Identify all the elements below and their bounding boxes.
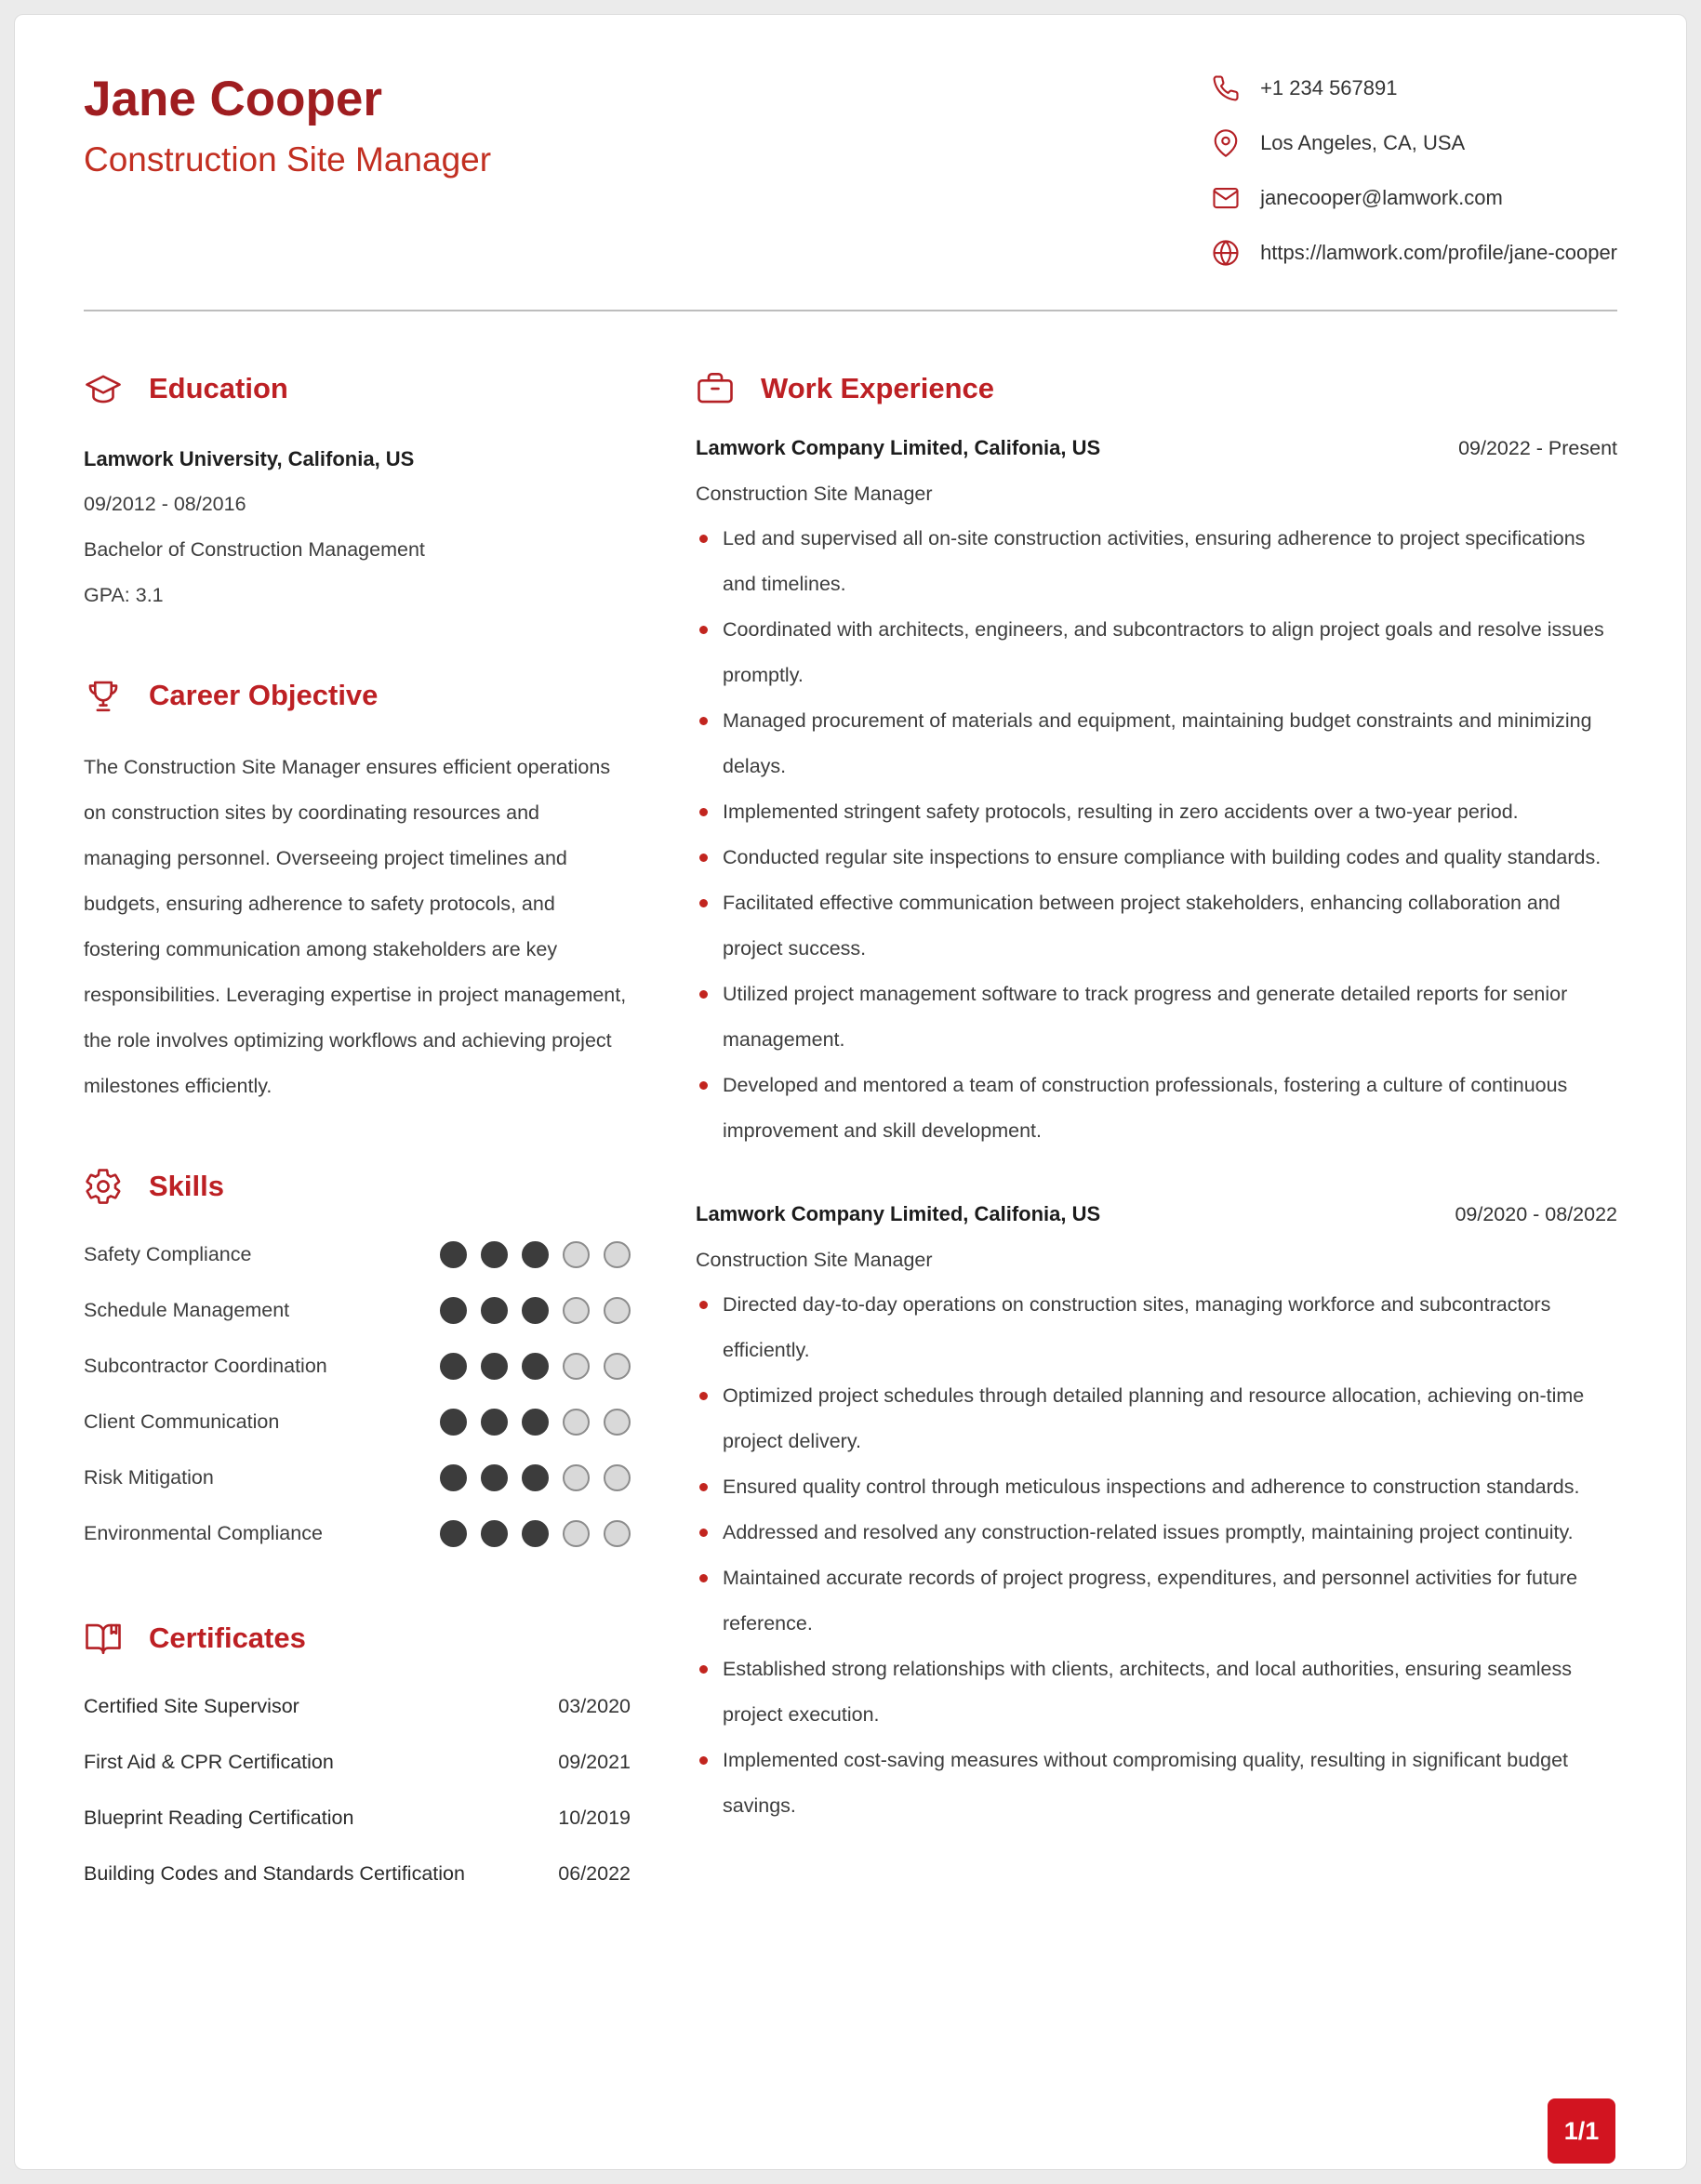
page-number-badge: 1/1: [1548, 2098, 1615, 2164]
skill-level-dots: [440, 1409, 631, 1436]
job-entry: [696, 436, 1617, 1154]
education-degree: Bachelor of Construction Management: [84, 538, 425, 561]
work-experience-heading-row: [696, 369, 1617, 408]
skill-row: [84, 1226, 631, 1282]
job-dates: 09/2022 - Present: [1458, 437, 1617, 459]
school-name: Lamwork University, Califonia, US: [84, 447, 415, 470]
skills-heading: Skills: [149, 1170, 224, 1202]
job-bullet: Addressed and resolved any construction-related issues promptly, maintaining project continuity.: [696, 1510, 1617, 1555]
contact-website-row: [1212, 239, 1617, 267]
left-column: [84, 311, 631, 1901]
skill-dot-filled: [481, 1464, 508, 1491]
job-bullet: Implemented stringent safety protocols, resulting in zero accidents over a two-year period.: [696, 789, 1617, 835]
skill-dot-filled: [440, 1520, 467, 1547]
job-role: Construction Site Manager: [696, 483, 933, 505]
job-bullet: Optimized project schedules through detailed planning and resource allocation, achieving on-time project delivery.: [696, 1373, 1617, 1464]
skill-dot-filled: [522, 1520, 549, 1547]
job-bullet: Directed day-to-day operations on construction sites, managing workforce and subcontractors efficiently.: [696, 1282, 1617, 1373]
skill-dot-filled: [522, 1353, 549, 1380]
skill-name: Subcontractor Coordination: [84, 1354, 327, 1377]
skill-dot-empty: [563, 1409, 590, 1436]
skill-dot-filled: [522, 1409, 549, 1436]
skill-level-dots: [440, 1464, 631, 1491]
certificates-heading-row: [84, 1619, 631, 1658]
globe-icon: [1212, 239, 1240, 267]
skill-dot-filled: [481, 1409, 508, 1436]
briefcase-icon: [696, 369, 735, 408]
company-name: Lamwork Company Limited, Califonia, US: [696, 1202, 1101, 1225]
skill-dot-empty: [563, 1297, 590, 1324]
job-bullet-list: [696, 1282, 1617, 1829]
job-bullet: Utilized project management software to track progress and generate detailed reports for senior management.: [696, 972, 1617, 1063]
certificate-row: [84, 1678, 631, 1734]
skill-dot-empty: [604, 1409, 631, 1436]
skill-dot-filled: [440, 1409, 467, 1436]
skill-name: Client Communication: [84, 1410, 280, 1433]
gear-icon: [84, 1167, 123, 1206]
certificate-row: [84, 1790, 631, 1846]
skill-dot-filled: [481, 1520, 508, 1547]
contact-email-row: [1212, 184, 1617, 212]
education-section: [84, 369, 631, 618]
certificates-section: [84, 1619, 631, 1901]
certificate-name: Blueprint Reading Certification: [84, 1806, 354, 1829]
contact-location: Los Angeles, CA, USA: [1260, 131, 1466, 154]
career-objective-text: The Construction Site Manager ensures efficient operations on construction sites by coordinating resources and managing personnel. Overseeing project timelines and budgets, ensuring adherence to safety protocols, and fostering communication among stakeholders are key responsibilities. Leveraging expertise in project management, the role involves optimizing workflows and achieving project milestones efficiently.: [84, 756, 627, 1097]
work-experience-heading: Work Experience: [761, 372, 994, 404]
skills-list: [84, 1226, 631, 1561]
skills-section: [84, 1167, 631, 1561]
skill-row: [84, 1394, 631, 1449]
skill-row: [84, 1449, 631, 1505]
skill-level-dots: [440, 1297, 631, 1324]
person-job-title: Construction Site Manager: [84, 140, 492, 179]
resume-body: [84, 311, 1617, 1901]
education-heading: Education: [149, 372, 288, 404]
skill-level-dots: [440, 1241, 631, 1268]
skill-name: Risk Mitigation: [84, 1465, 214, 1489]
career-objective-heading-row: [84, 676, 631, 715]
certificate-row: [84, 1734, 631, 1790]
skill-dot-empty: [604, 1241, 631, 1268]
job-bullet: Led and supervised all on-site construction activities, ensuring adherence to project specifications and timelines.: [696, 516, 1617, 607]
certificate-date: 10/2019: [558, 1806, 631, 1829]
skill-dot-filled: [440, 1353, 467, 1380]
resume-header: [84, 73, 1617, 267]
skill-dot-filled: [522, 1241, 549, 1268]
skill-row: [84, 1282, 631, 1338]
person-name: Jane Cooper: [84, 72, 383, 126]
phone-icon: [1212, 74, 1240, 102]
email-icon: [1212, 184, 1240, 212]
skill-dot-empty: [563, 1353, 590, 1380]
contact-location-row: [1212, 129, 1617, 157]
skills-heading-row: [84, 1167, 631, 1206]
job-bullet: Managed procurement of materials and equipment, maintaining budget constraints and minimizing delays.: [696, 698, 1617, 789]
skill-dot-filled: [522, 1464, 549, 1491]
location-icon: [1212, 129, 1240, 157]
skill-dot-empty: [563, 1520, 590, 1547]
company-name: Lamwork Company Limited, Califonia, US: [696, 436, 1101, 459]
skill-dot-empty: [604, 1464, 631, 1491]
job-bullet: Developed and mentored a team of construction professionals, fostering a culture of continuous improvement and skill development.: [696, 1063, 1617, 1154]
certificate-date: 09/2021: [558, 1750, 631, 1773]
skill-dot-filled: [440, 1241, 467, 1268]
certificates-heading: Certificates: [149, 1621, 306, 1654]
education-heading-row: [84, 369, 631, 408]
skill-dot-filled: [481, 1241, 508, 1268]
contact-phone: +1 234 567891: [1260, 76, 1398, 99]
certificate-date: 06/2022: [558, 1861, 631, 1885]
job-bullet: Conducted regular site inspections to ensure compliance with building codes and quality standards.: [696, 835, 1617, 880]
certificate-name: First Aid & CPR Certification: [84, 1750, 334, 1773]
education-entry: [84, 436, 631, 618]
contact-website: https://lamwork.com/profile/jane-cooper: [1260, 241, 1617, 264]
job-bullet: Ensured quality control through meticulous inspections and adherence to construction standards.: [696, 1464, 1617, 1510]
skill-dot-empty: [563, 1241, 590, 1268]
contact-phone-row: [1212, 74, 1617, 102]
job-bullet: Established strong relationships with clients, architects, and local authorities, ensuring seamless project execution.: [696, 1647, 1617, 1738]
job-header: [696, 436, 1617, 460]
graduation-cap-icon: [84, 369, 123, 408]
skill-level-dots: [440, 1353, 631, 1380]
skill-dot-filled: [522, 1297, 549, 1324]
skill-dot-filled: [481, 1353, 508, 1380]
job-header: [696, 1202, 1617, 1226]
header-identity: [84, 73, 491, 179]
education-gpa: GPA: 3.1: [84, 584, 164, 606]
skill-dot-empty: [604, 1297, 631, 1324]
skill-dot-empty: [604, 1520, 631, 1547]
certificates-list: [84, 1678, 631, 1901]
skill-row: [84, 1338, 631, 1394]
skill-level-dots: [440, 1520, 631, 1547]
certificate-row: [84, 1846, 631, 1901]
contact-email: janecooper@lamwork.com: [1260, 186, 1503, 209]
certificate-name: Certified Site Supervisor: [84, 1694, 299, 1717]
skill-name: Environmental Compliance: [84, 1521, 323, 1544]
job-dates: 09/2020 - 08/2022: [1455, 1203, 1617, 1225]
certificate-date: 03/2020: [558, 1694, 631, 1717]
skill-dot-filled: [481, 1297, 508, 1324]
job-bullet: Facilitated effective communication between project stakeholders, enhancing collaboration and project success.: [696, 880, 1617, 972]
career-objective-heading: Career Objective: [149, 679, 379, 711]
job-bullet-list: [696, 516, 1617, 1154]
contact-list: [1212, 74, 1617, 267]
skill-dot-empty: [563, 1464, 590, 1491]
certificate-name: Building Codes and Standards Certification: [84, 1861, 465, 1885]
skill-dot-filled: [440, 1464, 467, 1491]
open-book-icon: [84, 1619, 123, 1658]
skill-dot-filled: [440, 1297, 467, 1324]
skill-dot-empty: [604, 1353, 631, 1380]
skill-name: Safety Compliance: [84, 1242, 252, 1265]
job-bullet: Implemented cost-saving measures without compromising quality, resulting in significant budget savings.: [696, 1738, 1617, 1829]
skill-row: [84, 1505, 631, 1561]
work-experience-section: [696, 369, 1617, 1829]
resume-page: [14, 14, 1687, 2170]
skill-name: Schedule Management: [84, 1298, 290, 1321]
career-objective-section: [84, 676, 631, 1109]
education-dates: 09/2012 - 08/2016: [84, 493, 246, 515]
trophy-icon: [84, 676, 123, 715]
job-entry: [696, 1202, 1617, 1829]
job-role: Construction Site Manager: [696, 1249, 933, 1271]
jobs-list: [696, 436, 1617, 1829]
job-bullet: Coordinated with architects, engineers, and subcontractors to align project goals and resolve issues promptly.: [696, 607, 1617, 698]
right-column: [696, 311, 1617, 1901]
job-bullet: Maintained accurate records of project progress, expenditures, and personnel activities for future reference.: [696, 1555, 1617, 1647]
